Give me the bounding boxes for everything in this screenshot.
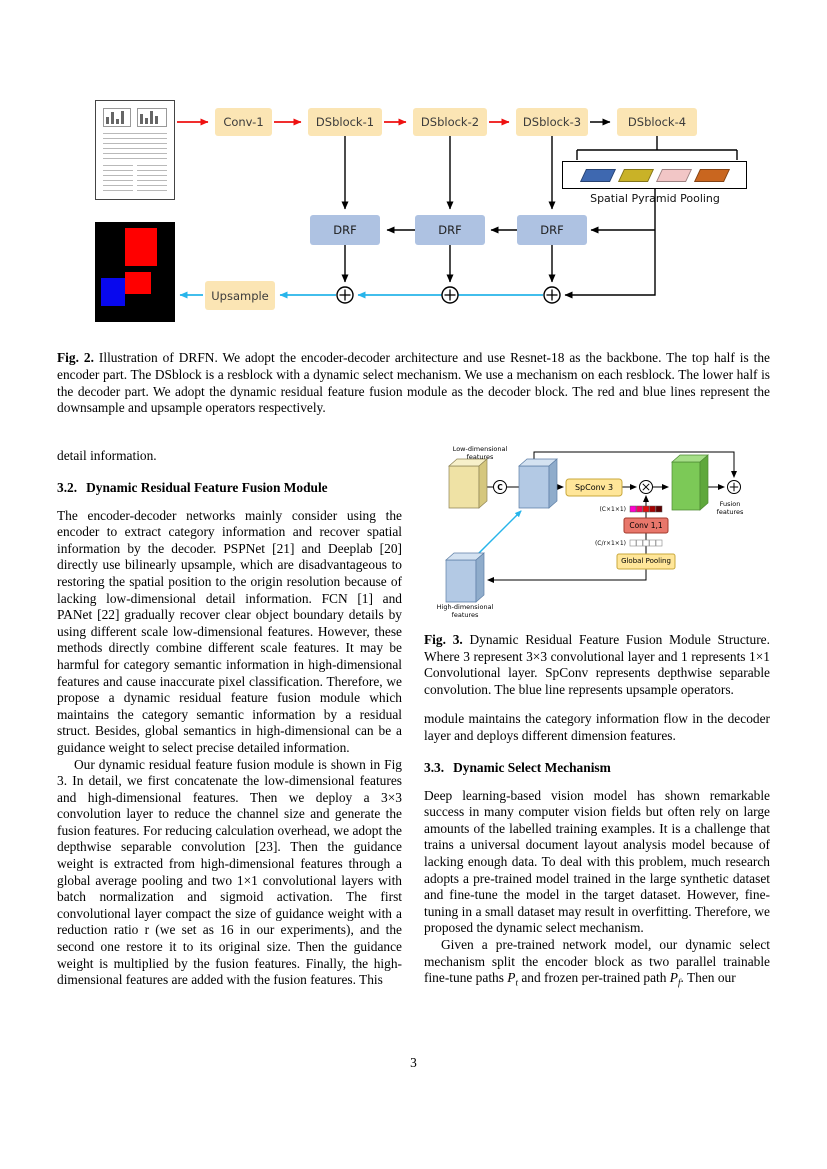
weight-dim-full-label: (C×1×1) bbox=[599, 506, 626, 513]
add-operator-icon bbox=[544, 287, 560, 303]
drf-label: DRF bbox=[333, 223, 357, 237]
continuation-paragraph: module maintains the category information flow in the decoder layer and deploys different dimension features. bbox=[424, 711, 770, 743]
input-document-thumbnail bbox=[95, 100, 175, 200]
text-columns bbox=[57, 445, 770, 991]
upsampled-feature-box bbox=[519, 459, 557, 508]
upsample-block bbox=[205, 281, 275, 310]
dsblock-3 bbox=[516, 108, 588, 136]
section-3-3-heading bbox=[424, 760, 770, 776]
mini-text-lines bbox=[137, 165, 167, 193]
high-dim-feature-box bbox=[446, 553, 484, 602]
spp-level-orange bbox=[693, 169, 729, 182]
low-dim-label: Low-dimensional features bbox=[452, 445, 508, 461]
segment-region-red bbox=[125, 228, 157, 266]
page-number: 3 bbox=[410, 1055, 417, 1070]
fig3-upsample-line bbox=[476, 511, 521, 556]
section-number: 3.2. bbox=[57, 479, 78, 495]
section-3-2-heading bbox=[57, 480, 402, 496]
add-operator-icon bbox=[442, 287, 458, 303]
segment-region-red bbox=[125, 272, 151, 294]
figure-2-caption-text: Illustration of DRFN. We adopt the encoder-decoder architecture and use Resnet-18 as the backbone. The top half is the encoder part. The DSblock is a resblock with a dynamic select mechanism. We use a mechanism on each resblock. The lower half is the decoder part. We adopt the dynamic residual feature fusion module as the decoder block. The red and blue lines represent the downsample and upsample operators respectively. bbox=[57, 350, 770, 416]
black-connector-lines bbox=[345, 122, 737, 295]
paragraph-text: . Then our bbox=[680, 970, 736, 986]
mini-chart-icon bbox=[137, 108, 167, 127]
drf-label: DRF bbox=[438, 223, 462, 237]
figure-3-caption-tag: Fig. 3. bbox=[424, 632, 463, 647]
section-title: Dynamic Select Mechanism bbox=[453, 759, 611, 775]
figure-2-caption bbox=[57, 350, 770, 417]
paragraph bbox=[424, 937, 770, 991]
right-column bbox=[424, 445, 770, 991]
fusion-feature-box bbox=[672, 455, 708, 510]
paragraph: Our dynamic residual feature fusion module is shown in Fig 3. In detail, we first concatenate the low-dimensional features and high-dimensional features. Then we deploy a 3×3 convolution layer to reduce the channel size and generate the fusion features. For reducing calculation overhead, we adopt the depthwise separable convolution [23]. Then the guidance weight is extracted from high-dimensional features through a global average pooling and two 1×1 convolutional layers with batch normalization and sigmoid activation. The first convolutional layer compact the size of guidance weight with a reduction ratio r (we set as 16 in our experiments), and the second one restore it to its original size. Then the guidance weight is multiplied by the fusion features. Finally, the high-dimensional features are added with the fusion features. This bbox=[57, 756, 402, 988]
multiply-operator-icon bbox=[640, 481, 653, 494]
add-operator-icon bbox=[728, 481, 741, 494]
fusion-label: Fusion features bbox=[716, 500, 744, 516]
guidance-weight-squares bbox=[630, 506, 662, 512]
drf-module-2 bbox=[415, 215, 485, 245]
conv1-label: Conv-1 bbox=[223, 115, 264, 129]
dsblock-2 bbox=[413, 108, 487, 136]
paragraph-text: Given a pre-trained network model, our dynamic select mechanism split the encoder block as two parallel trainable fine-tune paths bbox=[424, 936, 770, 986]
dsblock-1 bbox=[308, 108, 382, 136]
figure-3-shapes bbox=[424, 445, 770, 624]
dsblock-2-label: DSblock-2 bbox=[420, 115, 480, 129]
figure-3-caption-text: Dynamic Residual Feature Fusion Module Structure. Where 3 represent 3×3 convolutional layer and 1 represents 1×1 Convolutional layer. SpConv represents depthwise separable convolution. The blue line represents upsample operators. bbox=[424, 632, 770, 697]
figure-3-caption bbox=[424, 632, 770, 698]
segmentation-output-thumbnail bbox=[95, 222, 175, 322]
dsblock-4 bbox=[617, 108, 697, 136]
drf-module-3 bbox=[517, 215, 587, 245]
figure-2-caption-tag: Fig. 2. bbox=[57, 350, 94, 365]
figure-2-diagram bbox=[57, 95, 770, 345]
conv1-block bbox=[215, 108, 272, 136]
dsblock-1-label: DSblock-1 bbox=[315, 115, 375, 129]
mini-text-lines bbox=[103, 165, 133, 193]
spp-level-yellow bbox=[617, 169, 653, 182]
reduced-weight-squares bbox=[630, 540, 662, 546]
spp-level-blue bbox=[579, 169, 615, 182]
segment-region-blue bbox=[101, 278, 125, 306]
variable-pt: $P_t$ bbox=[507, 970, 518, 988]
add-operator-icon bbox=[337, 287, 353, 303]
global-pooling-label: Global Pooling bbox=[621, 557, 671, 565]
left-column bbox=[57, 448, 402, 991]
spp-label: Spatial Pyramid Pooling bbox=[590, 192, 720, 205]
spp-level-pink bbox=[655, 169, 691, 182]
drf-module-1 bbox=[310, 215, 380, 245]
paragraph: The encoder-decoder networks mainly consider using the encoder to extract category information and recover spatial information by the decoder. PSPNet [21] and Deeplab [20] directly use bilinearly upsample, which are disadvantageous to restoring the spatial position to the origin resolution because of lacking low-dimensional detail information. FCN [1] and PANet [22] gradually recover clear object boundary details by using different scale low-dimensional features. However, these methods directly combine different scale features. It may be harmful for category semantic information in high-dimensional features and cause inaccurate pixel classification. Therefore, we propose a dynamic residual feature fusion module which maintains the category semantic information by a residual struct. Besides, global semantics in high-dimensional can be a guidance weight to select precise detailed information. bbox=[57, 507, 402, 755]
dsblock-3-label: DSblock-3 bbox=[522, 115, 582, 129]
mini-text-lines bbox=[103, 133, 167, 161]
low-dim-feature-box bbox=[449, 459, 487, 508]
spatial-pyramid-pooling-box bbox=[562, 161, 747, 189]
continuation-paragraph: detail information. bbox=[57, 448, 157, 463]
variable-pf: $P_f$ bbox=[669, 970, 681, 988]
paragraph: Deep learning-based vision model has shown remarkable success in many computer vision fields but often rely on large amounts of the labelled training examples. It is a challenge that trains a universal document layout analysis model because of lacking enough data. To deal with this problem, much research adopts a pre-trained model trained in the large synthetic dataset and fine-tune the model in the target dataset. However, fine-tuning in a small dataset may result in overfitting. Therefore, we proposed the dynamic select mechanism. bbox=[424, 787, 770, 936]
spconv-label: SpConv 3 bbox=[574, 483, 614, 492]
conv11-label: Conv 1,1 bbox=[629, 521, 663, 530]
dsblock-4-label: DSblock-4 bbox=[627, 115, 687, 129]
mini-chart-icon bbox=[103, 108, 131, 127]
concat-symbol: C bbox=[497, 482, 503, 492]
section-number: 3.3. bbox=[424, 759, 445, 775]
paragraph-text: and frozen per-trained path bbox=[518, 970, 670, 986]
section-title: Dynamic Residual Feature Fusion Module bbox=[86, 479, 328, 495]
high-dim-label: High-dimensional features bbox=[436, 603, 494, 619]
weight-dim-reduced-label: (C/r×1×1) bbox=[594, 540, 626, 547]
figure-3-diagram bbox=[424, 445, 770, 624]
drf-label: DRF bbox=[540, 223, 564, 237]
upsample-label: Upsample bbox=[211, 288, 269, 303]
